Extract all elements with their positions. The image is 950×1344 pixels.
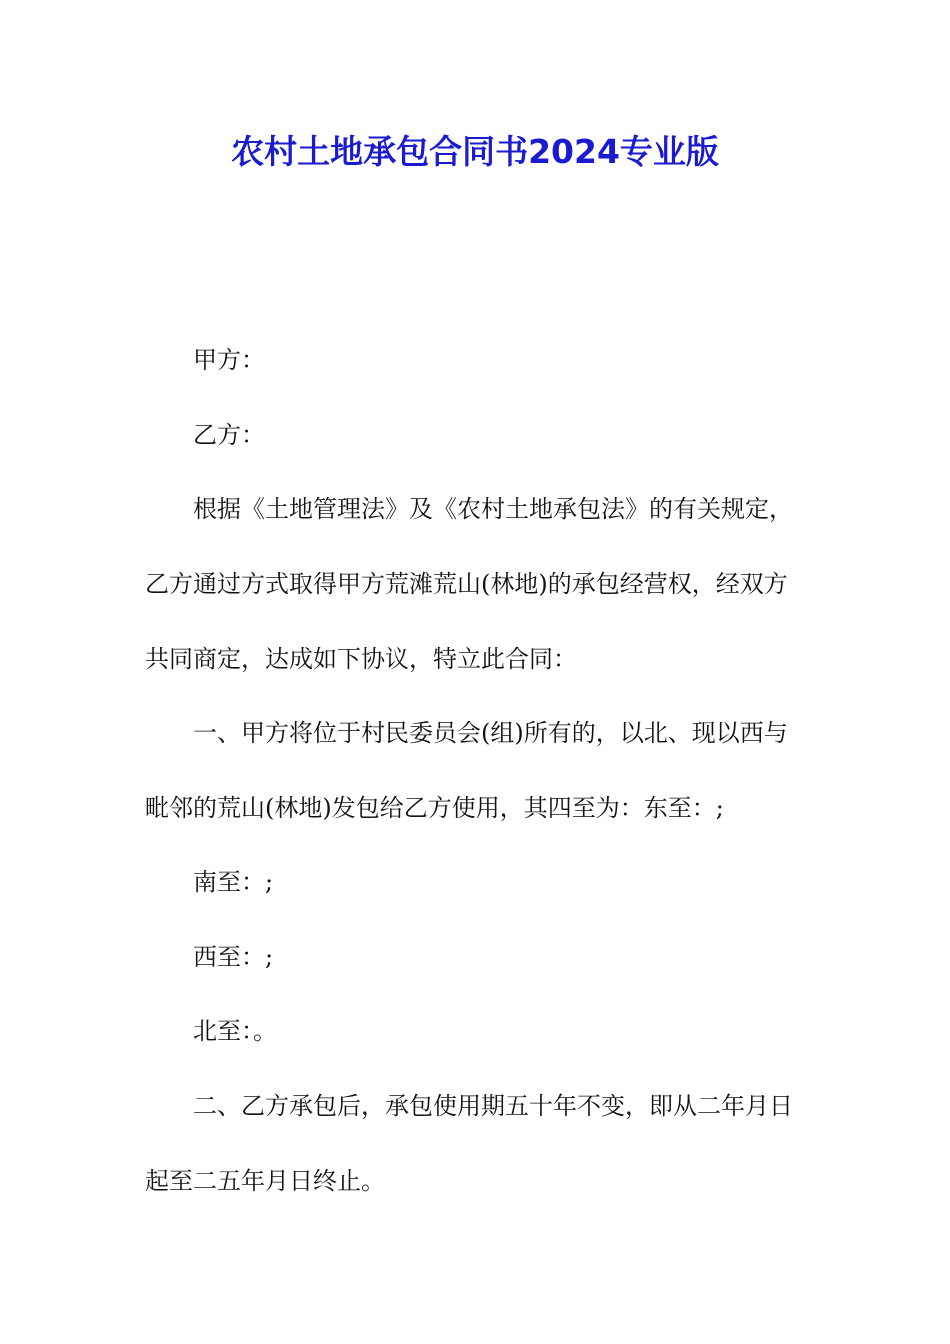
boundary-west-line: 西至：;: [193, 943, 274, 971]
paragraph-line: 共同商定，达成如下协议，特立此合同：: [145, 645, 577, 673]
paragraph-line: 根据《土地管理法》及《农村土地承包法》的有关规定，: [193, 495, 793, 523]
boundary-south-line: 南至：;: [193, 868, 274, 896]
paragraph-line: 毗邻的荒山(林地)发包给乙方使用，其四至为：东至：;: [145, 794, 724, 822]
party-b-line: 乙方：: [193, 421, 265, 449]
paragraph-line: 起至二五年月日终止。: [145, 1167, 385, 1195]
paragraph-line: 一、甲方将位于村民委员会(组)所有的，以北、现以西与: [193, 719, 788, 747]
boundary-north-line: 北至：。: [193, 1017, 277, 1045]
document-title: 农村土地承包合同书2024专业版: [231, 132, 719, 171]
party-a-line: 甲方：: [193, 346, 265, 374]
paragraph-line: 乙方通过方式取得甲方荒滩荒山(林地)的承包经营权，经双方: [145, 570, 788, 598]
paragraph-line: 二、乙方承包后，承包使用期五十年不变，即从二年月日: [193, 1092, 793, 1120]
